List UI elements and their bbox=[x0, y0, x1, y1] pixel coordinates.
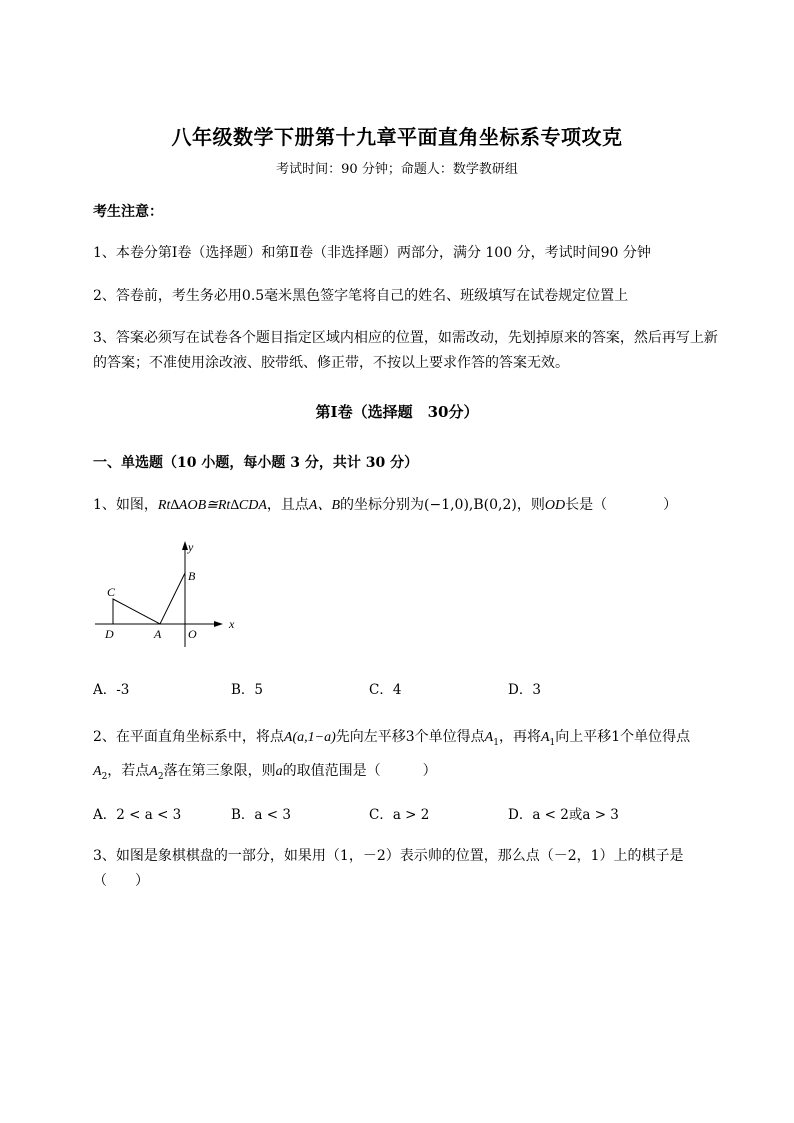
q1-option-d: D．3 bbox=[508, 682, 541, 698]
notice-heading: 考生注意： bbox=[93, 204, 163, 220]
page-subtitle: 考试时间：90 分钟；命题人：数学教研组 bbox=[276, 162, 518, 177]
q1-option-b: B．5 bbox=[231, 682, 264, 698]
section-title: 第Ⅰ卷（选择题 30分） bbox=[315, 403, 479, 421]
question-3-line-2: （ ） bbox=[93, 873, 149, 889]
notice-item-1: 1、本卷分第Ⅰ卷（选择题）和第Ⅱ卷（非选择题）两部分，满分 100 分，考试时间90 分钟 bbox=[93, 245, 651, 261]
question-2-line-2 bbox=[93, 760, 437, 782]
q1-figure bbox=[95, 535, 245, 650]
label-c: C bbox=[107, 585, 116, 599]
question-2-line-1 bbox=[93, 726, 690, 748]
label-o: O bbox=[188, 627, 197, 641]
q2-a2: A bbox=[93, 764, 102, 779]
question-3-line-1: 3、如图是象棋棋盘的一部分，如果用（1，－2）表示帅的位置，那么点（－2，1）上的棋子是 bbox=[93, 848, 684, 864]
q2-a1: A bbox=[484, 730, 494, 745]
page-title: 八年级数学下册第十九章平面直角坐标系专项攻克 bbox=[171, 125, 623, 149]
q2-text-3: ，再将 bbox=[498, 729, 541, 745]
q1-option-c: C．4 bbox=[369, 682, 402, 698]
q2-text-4: 向上平移1个单位得点 bbox=[555, 729, 691, 745]
q1-text-4: ，则 bbox=[516, 497, 545, 513]
q1-text-2: ，且点 bbox=[266, 497, 309, 513]
notice-item-3: 3、答案必须写在试卷各个题目指定区域内相应的位置，如需改动，先划掉原来的答案，然后再写上新 bbox=[93, 330, 718, 346]
notice-item-3-cont: 的答案；不准使用涂改液、胶带纸、修正带，不按以上要求作答的答案无效。 bbox=[93, 355, 569, 371]
q1-coords: (−1,0),B(0,2) bbox=[424, 497, 517, 513]
q2-a1-sub: 1 bbox=[493, 737, 499, 748]
q1-option-a: A．-3 bbox=[93, 682, 130, 698]
label-b: B bbox=[188, 569, 196, 583]
q1-od: OD bbox=[544, 498, 566, 513]
q2-option-b: B．a < 3 bbox=[231, 807, 291, 823]
q2-a1-again-sub: 1 bbox=[549, 737, 556, 748]
q2-option-a: A．2 < a < 3 bbox=[93, 807, 182, 823]
q2-a2-again: A bbox=[149, 764, 158, 779]
label-x: x bbox=[229, 617, 235, 631]
q2-option-c: C．a > 2 bbox=[369, 807, 430, 823]
x-axis-arrow bbox=[214, 621, 223, 627]
label-a: A bbox=[154, 627, 162, 641]
q2-text-5: ，若点 bbox=[107, 763, 150, 779]
part-title: 一、单选题（10 小题，每小题 3 分，共计 30 分） bbox=[93, 455, 419, 471]
q2-option-d: D．a < 2或a > 3 bbox=[508, 807, 619, 823]
q2-text-6: 落在第三象限，则 bbox=[163, 763, 276, 779]
q2-a1-again: A bbox=[540, 730, 550, 745]
label-y: y bbox=[188, 540, 194, 554]
label-d: D bbox=[105, 627, 114, 641]
q2-a2-again-sub: 2 bbox=[157, 771, 164, 782]
triangle-lines bbox=[113, 573, 185, 624]
q2-point: A(a,1−a) bbox=[283, 730, 336, 745]
q2-a2-sub: 2 bbox=[101, 771, 108, 782]
q2-text-7: 的取值范围是（ ） bbox=[282, 763, 437, 779]
q1-points: A、B bbox=[308, 498, 340, 513]
q1-prefix: 1、如图， bbox=[93, 497, 158, 513]
q1-congruence: Rt∆AOB≅Rt∆CDA bbox=[157, 498, 267, 513]
q2-text-2: 先向左平移3个单位得点 bbox=[335, 729, 485, 745]
notice-item-2: 2、答卷前，考生务必用0.5毫米黑色签字笔将自己的姓名、班级填写在试卷规定位置上 bbox=[93, 288, 629, 304]
q2-prefix: 2、在平面直角坐标系中，将点 bbox=[93, 729, 284, 745]
q1-text-5: 长是（ ） bbox=[565, 497, 678, 513]
q1-text-3: 的坐标分别为 bbox=[340, 497, 424, 513]
question-1-text bbox=[93, 494, 677, 514]
q2-var-a: a bbox=[275, 764, 283, 779]
